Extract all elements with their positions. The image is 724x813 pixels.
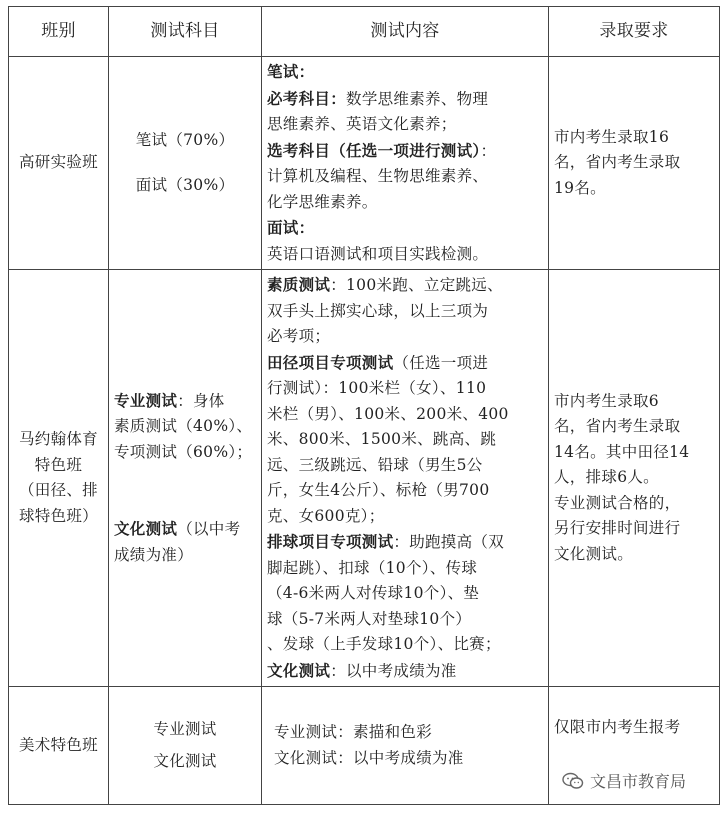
- text-line: 仅限市内考生报考: [554, 717, 681, 736]
- text-line: [267, 376, 544, 402]
- text-run: 专项测试（60%）；: [114, 442, 253, 461]
- text-run: ：身体: [177, 391, 225, 410]
- text-line: 19名。: [554, 178, 606, 197]
- header-requirements: 录取要求: [549, 7, 720, 57]
- watermark-text: 文昌市教育局: [590, 772, 687, 791]
- bold-label: 排球项目专项测试: [267, 532, 394, 551]
- bold-label: 文化测试: [114, 519, 178, 539]
- text-line: [267, 112, 544, 138]
- text-run: 思维素养、英语文化素养；: [267, 115, 457, 133]
- content-cell: [262, 687, 549, 805]
- text-line: 特色班: [34, 455, 83, 474]
- bold-label: 专业测试: [114, 390, 178, 410]
- text-run: 数学思维素养、物理: [346, 89, 489, 108]
- text-run: 米、800米、1500米、跳高、跳: [267, 430, 497, 448]
- text-line: [114, 516, 257, 543]
- text-line: [267, 138, 544, 165]
- subject-item: 面试（30%）: [135, 176, 235, 194]
- table-row: [9, 270, 720, 687]
- text-run: （以中考: [177, 520, 241, 539]
- text-run: 化学思维素养。: [267, 192, 378, 211]
- text-run: 斤，女生4公斤）、标枪（男700: [267, 481, 490, 499]
- text-run: 脚起跳）、扣球（10个）、传球: [267, 558, 478, 577]
- wechat-icon: [562, 772, 584, 790]
- text-run: 文化测试：以中考成绩为准: [274, 748, 464, 767]
- text-line: [267, 215, 544, 242]
- text-line: [267, 272, 544, 299]
- header-class: 班别: [9, 7, 109, 57]
- text-line: 人，排球6人。: [554, 468, 659, 487]
- text-line: [267, 402, 544, 428]
- text-line: [267, 658, 544, 685]
- text-run: ：: [480, 141, 497, 160]
- text-run: ：助跑摸高（双: [393, 533, 505, 551]
- text-line: [114, 491, 257, 517]
- text-line: 文化测试。: [554, 544, 634, 563]
- text-run: 米栏（男）、100米、200米、400: [267, 404, 509, 423]
- subjects-cell: [109, 687, 262, 805]
- text-line: 14名。其中田径14: [554, 442, 690, 461]
- text-line: 市内考生录取6: [554, 391, 659, 410]
- text-line: [114, 388, 257, 415]
- header-subjects: 测试科目: [109, 7, 262, 57]
- text-line: 球特色班）: [18, 506, 98, 525]
- text-run: （任选一项进: [393, 353, 489, 372]
- watermark: [562, 769, 686, 792]
- text-run: 克、女600克）；: [267, 506, 385, 525]
- class-name-cell: [9, 57, 109, 270]
- text-run: 英语口语测试和项目实践检测。: [267, 244, 489, 263]
- content-cell: [262, 57, 549, 270]
- bold-label: 笔试：: [267, 62, 315, 81]
- requirements-cell: [549, 270, 720, 687]
- content-cell: [262, 270, 549, 687]
- text-run: 素质测试（40%）、: [114, 417, 253, 436]
- header-row: [9, 7, 720, 57]
- text-line: [267, 350, 544, 377]
- text-run: ：100米跑、立定跳远、: [330, 276, 503, 294]
- bold-label: 面试：: [267, 218, 315, 237]
- subject-item: 文化测试: [153, 751, 217, 770]
- text-run: 球（5-7米两人对垫球10个）: [267, 609, 472, 628]
- text-line: [267, 86, 544, 113]
- class-name-cell: [9, 270, 109, 687]
- text-line: [274, 746, 544, 772]
- class-name-cell: [9, 687, 109, 805]
- text-run: 、发球（上手发球10个）、比赛；: [267, 635, 501, 653]
- text-run: ：以中考成绩为准: [330, 661, 457, 680]
- bold-label: 素质测试: [267, 275, 331, 294]
- text-line: （田径、排: [18, 481, 98, 499]
- text-line: [114, 465, 257, 491]
- text-line: [267, 556, 544, 582]
- text-line: [267, 324, 544, 350]
- text-line: [267, 607, 544, 633]
- text-line: [267, 299, 544, 325]
- text-run: 专业测试：素描和色彩: [274, 723, 433, 741]
- text-line: 市内考生录取16: [554, 127, 670, 146]
- text-line: 另行安排时间进行: [554, 519, 681, 538]
- text-run: 双手头上掷实心球，以上三项为: [267, 301, 489, 320]
- class-name: 高研实验班: [18, 153, 98, 172]
- text-run: 成绩为准）: [114, 545, 194, 564]
- text-line: [274, 720, 544, 746]
- text-line: [267, 427, 544, 453]
- text-line: [267, 478, 544, 504]
- class-name: 美术特色班: [18, 735, 98, 754]
- bold-label: 选考科目（任选一项进行测试）: [267, 140, 481, 160]
- text-run: 远、三级跳远、铅球（男生5公: [267, 455, 483, 474]
- bold-label: 文化测试: [267, 660, 331, 680]
- admission-table: [8, 6, 720, 805]
- text-line: [114, 440, 257, 466]
- text-line: [267, 529, 544, 556]
- subject-item: 专业测试: [153, 720, 217, 738]
- text-line: [267, 242, 544, 268]
- text-run: （4-6米两人对传球10个）、垫: [267, 584, 480, 602]
- text-line: [114, 414, 257, 440]
- bold-label: 田径项目专项测试: [267, 352, 394, 372]
- text-line: 专业测试合格的，: [554, 493, 681, 512]
- text-line: 马约翰体育: [18, 430, 98, 448]
- text-line: [267, 581, 544, 607]
- text-line: [267, 632, 544, 658]
- text-run: 计算机及编程、生物思维素养、: [267, 167, 489, 185]
- text-line: 名，省内考生录取: [554, 153, 681, 172]
- text-line: [267, 164, 544, 190]
- bold-label: 必考科目：: [267, 88, 347, 108]
- text-line: [267, 190, 544, 216]
- subjects-cell: [109, 270, 262, 687]
- requirements-cell: [549, 57, 720, 270]
- text-line: [267, 59, 544, 86]
- subjects-cell: [109, 57, 262, 270]
- subject-item: 笔试（70%）: [135, 130, 235, 149]
- text-run: 行测试）：100米栏（女）、110: [267, 379, 487, 397]
- text-line: 名，省内考生录取: [554, 417, 681, 436]
- header-content: 测试内容: [262, 7, 549, 57]
- text-line: [267, 504, 544, 530]
- text-run: 必考项；: [267, 327, 331, 345]
- text-line: [267, 453, 544, 479]
- text-line: [114, 543, 257, 569]
- table-row: [9, 57, 720, 270]
